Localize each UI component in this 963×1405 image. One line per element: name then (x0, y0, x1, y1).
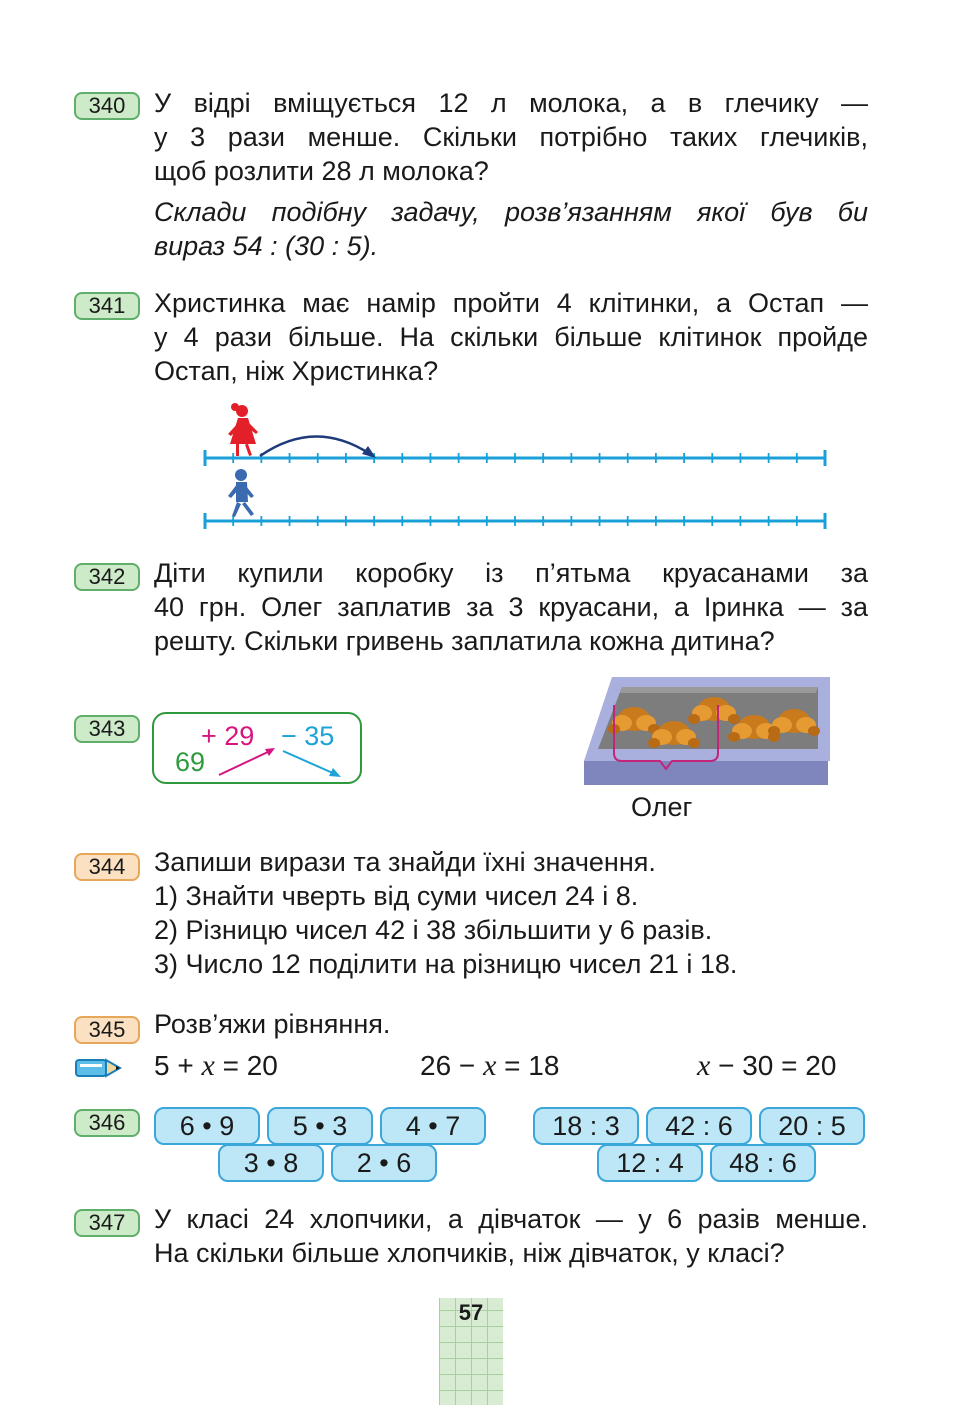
task-344-line-3: 2) Різницю чисел 42 і 38 збільшити у 6 разів. (154, 915, 713, 945)
croissant-tray-illustration (582, 675, 834, 787)
task-number-345: 345 (74, 1016, 140, 1044)
pencil-icon (74, 1057, 122, 1079)
expression-chip: 42 : 6 (646, 1107, 752, 1145)
number-line-illustration (190, 398, 840, 538)
chain-arrows (215, 745, 345, 780)
expression-chip: 12 : 4 (597, 1144, 703, 1182)
task-number-347: 347 (74, 1209, 140, 1237)
task-340-text (154, 86, 868, 263)
chain-op-minus: − 35 (281, 721, 335, 751)
task-340-line-3: щоб розлити 28 л молока? (154, 156, 489, 186)
task-341-line-3: Остап, ніж Христинка? (154, 356, 439, 386)
expression-chip: 2 • 6 (331, 1144, 437, 1182)
task-345-title: Розв’яжи рівняння. (154, 1009, 391, 1039)
task-number-340: 340 (74, 92, 140, 120)
number-line-top (205, 450, 825, 466)
expression-chip: 5 • 3 (267, 1107, 373, 1145)
jump-arrowhead (362, 446, 376, 458)
task-340-italic-1: Склади подібну задачу, розв’язанням якої був би (154, 197, 868, 227)
expression-chip: 3 • 8 (218, 1144, 324, 1182)
task-344-line-2: 1) Знайти чверть від суми чисел 24 і 8. (154, 881, 639, 911)
task-number-344: 344 (74, 853, 140, 881)
jump-arrow (260, 436, 370, 456)
expression-chip: 6 • 9 (154, 1107, 260, 1145)
task-342-line-1: Діти купили коробку із п’ятьма круасанами за (154, 558, 868, 588)
task-341-line-1: Христинка має намір пройти 4 клітинки, а Остап — (154, 288, 868, 318)
task-number-346: 346 (74, 1109, 140, 1137)
page-number: 57 (458, 1300, 484, 1325)
expression-chip: 18 : 3 (533, 1107, 639, 1145)
girl-icon (228, 403, 258, 456)
expression-chip: 4 • 7 (380, 1107, 486, 1145)
task-342-text (154, 556, 868, 658)
task-344-text (154, 845, 868, 981)
task-340-line-1: У відрі вміщується 12 л молока, а в глечику — (154, 88, 868, 118)
expression-chip: 48 : 6 (710, 1144, 816, 1182)
equation-1: 5 + x = 20 (154, 1049, 278, 1082)
oleg-label: Олег (631, 792, 693, 822)
task-342-line-2: 40 грн. Олег заплатив за 3 круасани, а Іринка — за (154, 592, 868, 622)
task-347-line-2: На скільки більше хлопчиків, ніж дівчаток, у класі? (154, 1238, 785, 1268)
task-347-text (154, 1202, 868, 1270)
task-341-line-2: у 4 рази більше. На скільки більше клітинок пройде (154, 322, 868, 352)
task-342-line-3: решту. Скільки гривень заплатила кожна дитина? (154, 626, 775, 656)
number-line-bottom (205, 513, 825, 529)
task-number-341: 341 (74, 292, 140, 320)
task-number-342: 342 (74, 563, 140, 591)
task-340-line-2: у 3 рази менше. Скільки потрібно таких глечиків, (154, 122, 868, 152)
task-347-line-1: У класі 24 хлопчики, а дівчаток — у 6 разів менше. (154, 1204, 868, 1234)
chain-op-plus: + 29 (201, 721, 255, 751)
task-344-line-1: Запиши вирази та знайди їхні значення. (154, 847, 656, 877)
equation-3: x − 30 = 20 (697, 1049, 837, 1082)
task-344-line-4: 3) Число 12 поділити на різницю чисел 21 і 18. (154, 949, 738, 979)
expression-chip: 20 : 5 (759, 1107, 865, 1145)
equation-2: 26 − x = 18 (420, 1049, 560, 1082)
task-340-italic-2: вираз 54 : (30 : 5). (154, 231, 379, 261)
task-341-text (154, 286, 868, 388)
chain-start: 69 (175, 747, 206, 777)
task-number-343: 343 (74, 715, 140, 743)
boy-icon (228, 469, 254, 517)
